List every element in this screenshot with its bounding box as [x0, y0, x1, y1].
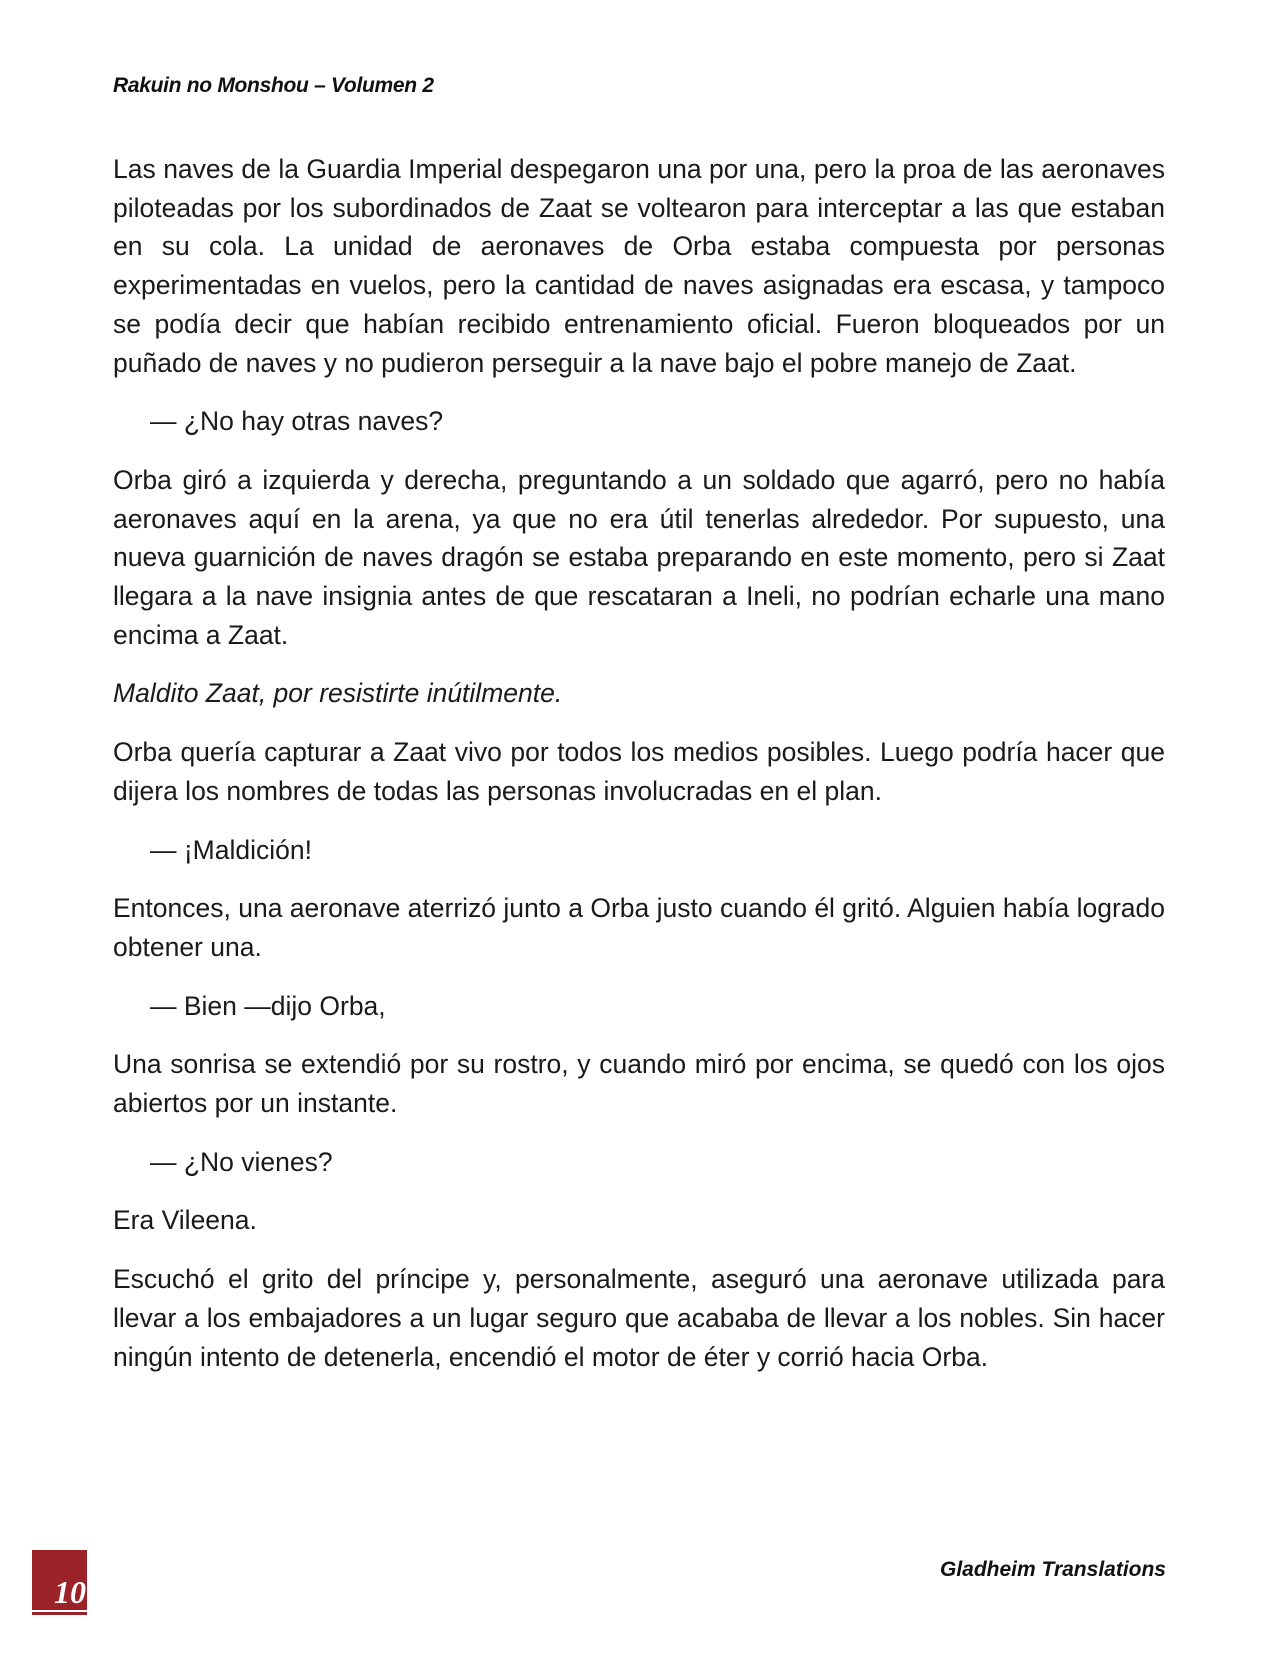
paragraph: Una sonrisa se extendió por su rostro, y cuando miró por encima, se quedó con los ojos abiertos por un instante. — [113, 1049, 1165, 1119]
dialogue-line: — ¿No vienes? — [150, 1146, 333, 1177]
paragraph: Era Vileena. — [113, 1205, 257, 1236]
dialogue-line: — Bien —dijo Orba, — [150, 990, 386, 1021]
page-number-underline — [32, 1610, 87, 1612]
page-number: 10 — [54, 1574, 86, 1610]
paragraph: Orba quería capturar a Zaat vivo por todos los medios posibles. Luego podría hacer que dijera los nombres de todas las personas involucradas en el plan. — [113, 737, 1165, 806]
body-text — [113, 150, 1165, 1396]
inner-thought: Maldito Zaat, por resistirte inútilmente. — [113, 678, 563, 709]
paragraph: Las naves de la Guardia Imperial despegaron una por una, pero la proa de las aeronaves piloteadas por los subordinados de Zaat se voltearon para interceptar a las que estaban en su cola. La unidad de aeronaves de Orba estaba compuesta por personas experimentadas en vuelos, pero la cantidad de naves asignadas era escasa, y tampoco se podía decir que habían recibido entrenamiento oficial. Fueron bloqueados por un puñado de naves y no pudieron perseguir a la nave bajo el pobre manejo de Zaat. — [113, 154, 1165, 378]
footer-credit: Gladheim Translations — [939, 1558, 1166, 1581]
paragraph: Entonces, una aeronave aterrizó junto a Orba justo cuando él gritó. Alguien había logrado obtener una. — [113, 893, 1165, 962]
running-header: Rakuin no Monshou – Volumen 2 — [113, 74, 434, 97]
dialogue-line: — ¿No hay otras naves? — [150, 406, 444, 437]
page-number-badge — [32, 1550, 87, 1615]
paragraph: Escuchó el grito del príncipe y, personalmente, aseguró una aeronave utilizada para llevar a los embajadores a un lugar seguro que acababa de llevar a los nobles. Sin hacer ningún intento de detenerla, encendió el motor de éter y corrió hacia Orba. — [113, 1264, 1165, 1372]
paragraph: Orba giró a izquierda y derecha, preguntando a un soldado que agarró, pero no había aeronaves aquí en la arena, ya que no era útil tenerlas alrededor. Por supuesto, una nueva guarnición de naves dragón se estaba preparando en este momento, pero si Zaat llegara a la nave insignia antes de que rescataran a Ineli, no podrían echarle una mano encima a Zaat. — [113, 464, 1165, 650]
dialogue-line: — ¡Maldición! — [150, 834, 312, 865]
